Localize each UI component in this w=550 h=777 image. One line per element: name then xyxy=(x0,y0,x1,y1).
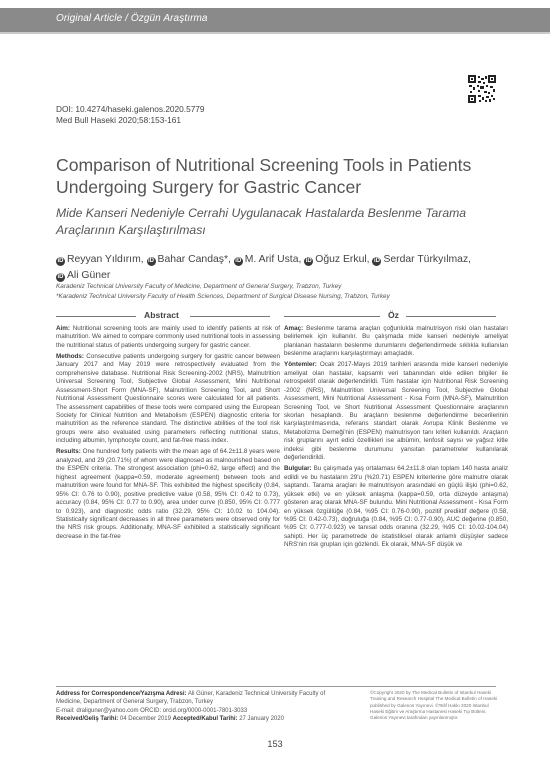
author: iD Ali Güner xyxy=(57,270,111,281)
abstract-section: Bulgular: Bu çalışmada yaş ortalaması 64.2±11.8 olan toplam 140 hasta analiz edildi ve bu hastaların 29'u (%20.71) ESPEN kriterlerine göre malnutre olarak saptandı. Tarama araçları ile malnutrisyon arasındaki en güçlü ilişki (phi=0.62, yüksek etki) ve en yüksek anlaşma (kappa=0.59, orta düzeyde anlaşma) gösteren araç olarak MNA-SF bulundu. Mini Nutritional Assessment - Kısa Form en yüksek özgüllüğe (0.84, %95 CI: 0.76-0.90), pozitif prediktif değere (0.58, %95 CI: 0.42-0.73), doğruluğa (0.84, %95 CI: 0.77-0.90), AUC değerine (0.850, %95 CI: 0.777-0.923) ve tanısal odds oranına (32.29, %95 CI: 10.02-104.04) sahipti. Her üç parametrede de istatistiksel olarak anlamlı düşüşler sadece NRS'nin risk grupları için gözlendi. Ek olarak, MNA-SF düşük ve xyxy=(284,465,508,549)
footer-divider xyxy=(56,686,496,687)
orcid-icon[interactable]: iD xyxy=(57,274,64,280)
author: iD Bahar Candaş*, xyxy=(148,254,234,265)
divider xyxy=(406,316,496,317)
correspondence-block: Address for Correspondence/Yazışma Adresi: Ali Güner, Karadeniz Technical University Faculty of Medicine, Department of General Surgery, Trabzon, Turkey E-mail: draliguner@yahoo.com ORCID: orcid.org/0000-0001-7801-3033 Received/Geliş Tarihi: 04 December 2019 Accepted/Kabul Tarihi: 27 January 2020 xyxy=(56,691,326,723)
abstract-section: Amaç: Beslenme tarama araçları çoğunlukla malnutrisyon riski olan hastaları belirlemek için kullanılır. Bu çalışmada mide kanseri nedeniyle ameliyat planlanan hastaların beslenme durumlarını değerlendirmede sıklıkla kullanılan beslenme araçlarını karşılaştırmayı amaçladık. xyxy=(284,325,508,358)
orcid-icon[interactable]: iD xyxy=(305,258,312,264)
doi-block xyxy=(56,104,205,126)
page-number: 153 xyxy=(267,739,283,749)
divider xyxy=(190,316,270,317)
orcid-icon[interactable]: iD xyxy=(57,258,64,264)
divider xyxy=(56,316,136,317)
abstract-section: Methods: Consecutive patients undergoing surgery for gastric cancer between January 2017 and May 2019 were retrospectively evaluated from the comprehensive database. Nutritional Risk Screening-2002 (NRS), Malnutrition Universal Screening Tool, Subjective Global Assessment, Mini Nutritional Assessment-Short Form (MNA-SF), Malnutrition Screening Tool, and Short Nutritional Assessment Questionnaire scores were calculated for all patients. The assessment capabilities of these tools were compared using the European Society for Clinical Nutrition and Metabolism (ESPEN) diagnostic criteria for malnutrition as the reference standard. The distinctive abilities of the tool risk groups were also evaluated using parameters reflecting nutritional status, including albumin, lymphocyte count, and fat-free mass index. xyxy=(56,352,280,445)
abstract-section: Results: One hundred forty patients with the mean age of 64.2±11.8 years were analyzed, and 29 (20.71%) of whom were diagnosed as malnourished based on the ESPEN criteria. The strongest association (phi=0.62, large effect) and the highest agreement (kappa=0.59, moderate agreement) between tools and malnutrition were found for MNA-SF. This exhibited the highest specificity (0.84, 95% CI: 0.76 to 0.90), positive predictive value (0.58, 95% CI: 0.42 to 0.73), accuracy (0.84, 95% CI: 0.77 to 0.90), area under curve (0.850, 95% CI: 0.777 to 0.923), and diagnostic odds ratio (32.29, 95% CI: 10.02 to 104.04). Statistically significant decreases in all three parameters were observed only for the NRS risk groups. Additionally, MNA-SF exhibited a statistically significant decrease in the fat-free xyxy=(56,448,281,540)
author: iD Oğuz Erkul, xyxy=(305,254,373,265)
orcid-icon[interactable]: iD xyxy=(235,258,242,264)
header-band-accent xyxy=(0,32,550,34)
abstract-heading: Abstract xyxy=(144,310,179,320)
affiliation: *Karadeniz Technical University Faculty of Health Sciences, Department of Surgical Disease Nursing, Trabzon, Turkey xyxy=(56,293,390,300)
article-title: Comparison of Nutritional Screening Tools in Patients Undergoing Surgery for Gastric Cancer xyxy=(56,155,472,197)
qr-code-icon xyxy=(468,75,496,103)
author: iD Serdar Türkyılmaz, xyxy=(373,254,472,265)
contact-info[interactable]: E-mail: draliguner@yahoo.com ORCID: orcid.org/0000-0001-7801-3033 xyxy=(56,707,248,714)
oz-heading: Öz xyxy=(388,310,399,320)
abstract-tr xyxy=(284,325,508,552)
orcid-icon[interactable]: iD xyxy=(148,258,155,264)
article-subtitle: Mide Kanseri Nedeniyle Cerrahi Uygulanacak Hastalarda Beslenme Tarama Araçlarının Karşılaştırılması xyxy=(56,206,467,237)
abstract-section: Yöntemler: Ocak 2017-Mayıs 2019 tarihleri arasında mide kanseri nedeniyle ameliyat olan hastalar, kapsamlı veri tabanından elde edilen bilgiler ile retrospektif olarak değerlendirildi. Tüm hastalar için Nutritional Risk Screening -2002 (NRS), Malnutrition Universal Screening Tool, Subjective Global Assessment, Mini Nutritional Assessment - Kısa Form (MNA-SF), Malnutrition Screening Tool, ve Short Nutritional Assessment Questionnaire araçlarının skorları hesaplandı. Bu araçların beslenme değerlendirme becerilerinin karşılaştırılmasında, referans standart olarak Avrupa Klinik Beslenme ve Metabolizma Derneği'nin (ESPEN) malnutrisyon tanı kriteri kullanıldı. Araçların risk gruplarını ayırt edici özellikleri ise albümin, lenfosit sayısı ve yağsız kitle indeksi gibi beslenme durumunu yansıtan parametreler kullanılarak değerlendirildi. xyxy=(284,361,508,462)
author: iD M. Arif Usta, xyxy=(235,254,305,265)
orcid-icon[interactable]: iD xyxy=(373,258,380,264)
doi[interactable]: DOI: 10.4274/haseki.galenos.2020.5779 xyxy=(56,104,205,114)
author-list xyxy=(56,252,506,284)
affiliation: Karadeniz Technical University Faculty of Medicine, Department of General Surgery, Trabzon, Turkey xyxy=(56,283,342,290)
divider xyxy=(284,316,380,317)
article-type-label: Original Article / Özgün Araştırma xyxy=(56,13,208,24)
author: iD Reyyan Yıldırım, xyxy=(57,254,147,265)
abstract-en xyxy=(56,325,280,544)
abstract-section: Aim: Nutritional screening tools are mainly used to identify patients at risk of malnutrition. We aimed to compare commonly used nutritional tools in assessing the nutritional status of patients undergoing surgery for gastric cancer. xyxy=(56,325,281,349)
copyright-notice: ©Copyright 2020 by The Medical Bulletin of Istanbul Haseki Training and Research Hospital The Medical Bulletin of Haseki published by Galenos Yayınevi. ©Telif Hakkı 2020 İstanbul Haseki Eğitim ve Araştırma Hastanesi Haseki Tıp Bülteni, Galenos Yayınevi tarafından yayınlanmıştır. xyxy=(370,690,498,721)
citation: Med Bull Haseki 2020;58:153-161 xyxy=(56,115,181,125)
